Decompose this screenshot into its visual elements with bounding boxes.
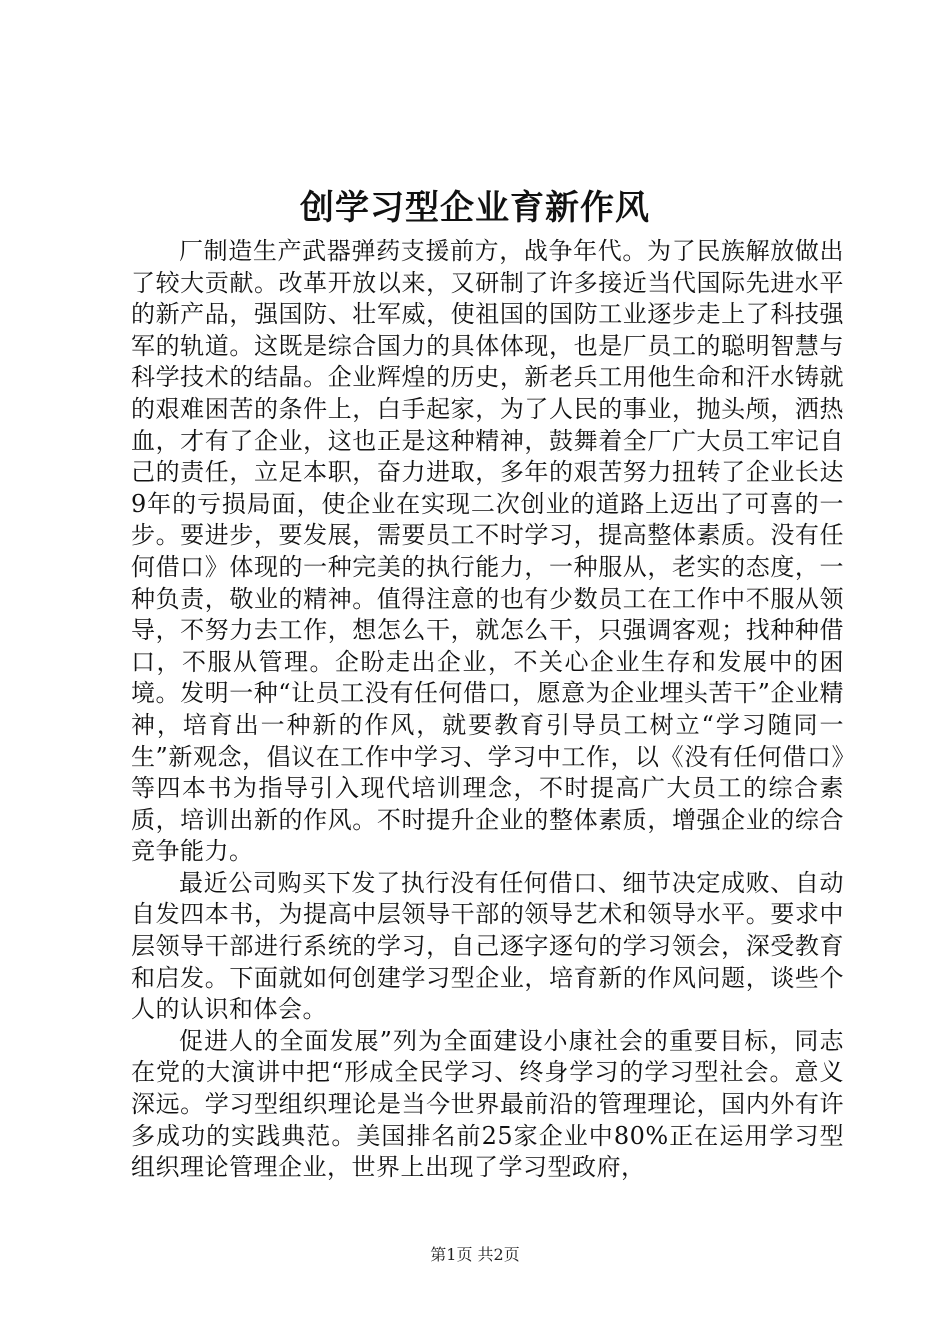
paragraph-1: 厂制造生产武器弹药支援前方，战争年代。为了民族解放做出了较大贡献。改革开放以来，又研制了许多接近当代国际先进水平的新产品，强国防、壮军威，使祖国的国防工业逐步走上了科技强军的轨道。这既是综合国力的具体体现，也是厂员工的聪明智慧与科学技术的结晶。企业辉煌的历史，新老兵工用他生命和汗水铸就的艰难困苦的条件上，白手起家，为了人民的事业，抛头颅，洒热血，才有了企业，这也正是这种精神，鼓舞着全厂广大员工牢记自己的责任，立足本职，奋力进取，多年的艰苦努力扭转了企业长达9年的亏损局面，使企业在实现二次创业的道路上迈出了可喜的一步。要进步，要发展，需要员工不时学习，提高整体素质。没有任何借口》体现的一种完美的执行能力，一种服从，老实的态度，一种负责，敬业的精神。值得注意的也有少数员工在工作中不服从领导，不努力去工作，想怎么干，就怎么干，只强调客观；找种种借口，不服从管理。企盼走出企业，不关心企业生存和发展中的困境。发明一种“让员工没有任何借口，愿意为企业埋头苦干”企业精神，培育出一种新的作风，就要教育引导员工树立“学习随同一生”新观念，倡议在工作中学习、学习中工作，以《没有任何借口》等四本书为指导引入现代培训理念，不时提高广大员工的综合素质，培训出新的作风。不时提升企业的整体素质，增强企业的综合竞争能力。: [131, 237, 844, 866]
document-body: [131, 236, 844, 1184]
paragraph-2: 最近公司购买下发了执行没有任何借口、细节决定成败、自动自发四本书，为提高中层领导干部的领导艺术和领导水平。要求中层领导干部进行系统的学习，自己逐字逐句的学习领会，深受教育和启发。下面就如何创建学习型企业，培育新的作风问题，谈些个人的认识和体会。: [131, 868, 844, 1024]
page-title: 创学习型企业育新作风: [300, 188, 650, 228]
paragraph-3: 促进人的全面发展”列为全面建设小康社会的重要目标，同志在党的大演讲中把“形成全民学习、终身学习的学习型社会。意义深远。学习型组织理论是当今世界最前沿的管理理论，国内外有许多成功的实践典范。美国排名前25家企业中80%正在运用学习型组织理论管理企业，世界上出现了学习型政府，: [131, 1026, 844, 1182]
page-footer: 第1页 共2页: [430, 1245, 520, 1264]
